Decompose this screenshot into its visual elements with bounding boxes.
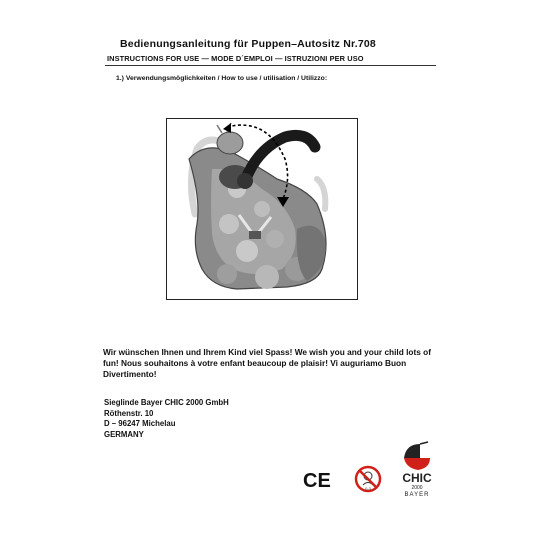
document-subtitle: INSTRUCTIONS FOR USE — MODE D´EMPLOI — ISTRUZIONI PER USO bbox=[107, 54, 364, 63]
doll-car-seat-illustration bbox=[167, 119, 356, 298]
address-city: D – 96247 Michelau bbox=[104, 419, 176, 428]
address-company: Sieglinde Bayer CHIC 2000 GmbH bbox=[104, 398, 229, 407]
ce-mark-icon bbox=[302, 468, 332, 490]
ce-mark-text: CE bbox=[303, 470, 331, 490]
logo-year-text: 2000 bbox=[411, 485, 423, 491]
logo-sub-text: BAYER bbox=[404, 492, 430, 498]
section-heading: 1.) Verwendungsmöglichkeiten / How to use / utilisation / Utilizzo: bbox=[116, 75, 328, 82]
header-divider bbox=[105, 65, 436, 66]
chic-2000-logo bbox=[394, 440, 440, 498]
address-street: Röthenstr. 10 bbox=[104, 408, 154, 418]
age-warning-icon bbox=[354, 465, 382, 493]
document-title: Bedienungsanleitung für Puppen–Autositz Nr.708 bbox=[120, 38, 376, 50]
age-warning-text: 0-3 bbox=[365, 486, 371, 491]
product-photo bbox=[166, 118, 358, 300]
company-address bbox=[104, 398, 229, 440]
wish-message: Wir wünschen Ihnen und Ihrem Kind viel Spass! We wish you and your child lots of fun! Nous souhaitons à votre enfant beaucoup de plaisir! Vi auguriamo Buon Divertimento! bbox=[103, 347, 431, 379]
logo-main-text: CHIC bbox=[402, 471, 432, 485]
address-country: GERMANY bbox=[104, 429, 144, 439]
